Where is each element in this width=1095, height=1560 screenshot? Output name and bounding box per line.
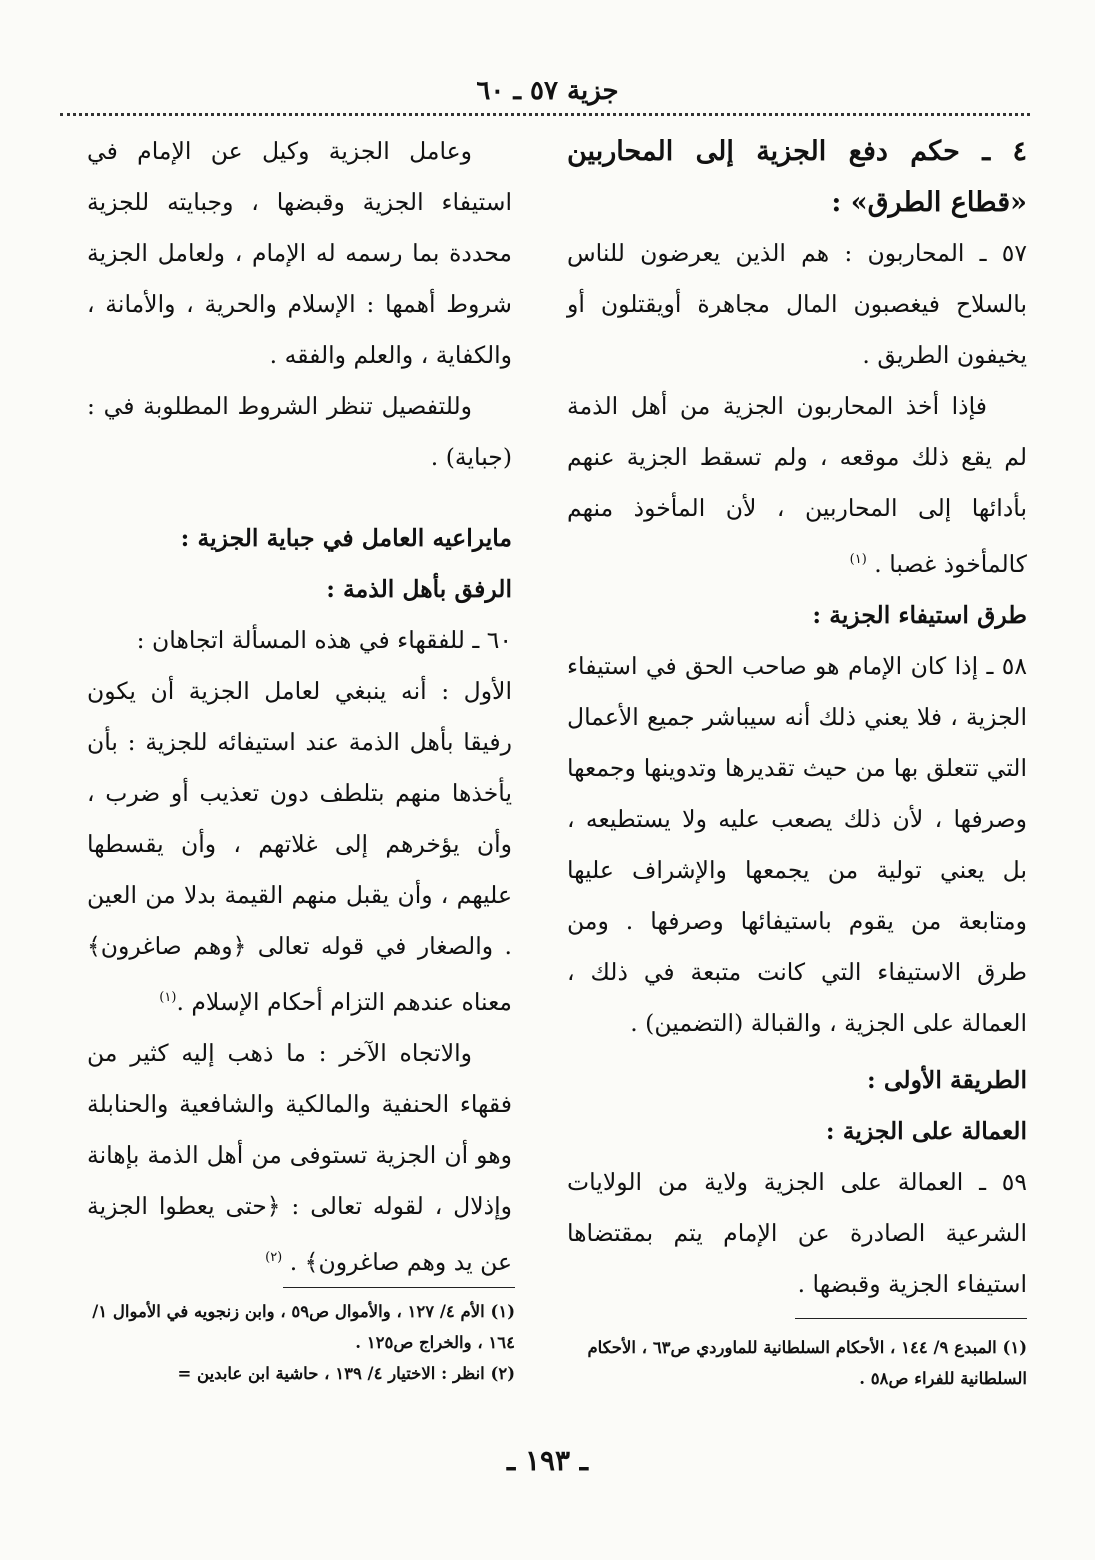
subheading-kindness: الرفق بأهل الذمة : xyxy=(326,575,512,603)
paragraph-60-first-view xyxy=(87,666,512,1028)
paragraph-60-second-view xyxy=(87,1028,512,1288)
footnotes-right xyxy=(567,1332,1027,1394)
left-column xyxy=(87,126,512,1288)
section-heading-4: ٤ ـ حكم دفع الجزية إلى المحاربين «قطاع الطرق» : xyxy=(567,136,1027,218)
footnote-ref: (١) xyxy=(849,552,867,567)
page-number: ـ ١٩٣ ـ xyxy=(506,1444,589,1477)
page-header: جزية ٥٧ ـ ٦٠ xyxy=(476,76,619,106)
footnote-divider-right xyxy=(795,1318,1027,1319)
footnote-ref: (٢) xyxy=(265,1249,283,1265)
paragraph-60: ٦٠ ـ للفقهاء في هذه المسألة اتجاهان : xyxy=(136,626,512,654)
footnotes-left xyxy=(85,1296,515,1389)
paragraph-agent: وعامل الجزية وكيل عن الإمام في استيفاء الجزية وقبضها ، وجبايته للجزية محددة بما رسمه له الإمام ، ولعامل الجزية شروط أهمها : الإسلام والحرية ، والأمانة ، والكفاية ، والعلم والفقه . xyxy=(87,137,512,369)
subheading-jizya-agency: العمالة على الجزية : xyxy=(825,1116,1027,1145)
paragraph-57: ٥٧ ـ المحاربون : هم الذين يعرضون للناس بالسلاح فيغصبون المال مجاهرة أويقتلون أو يخيفون الطريق . xyxy=(567,239,1027,369)
header-divider xyxy=(60,113,1030,116)
paragraph-detail: وللتفصيل تنظر الشروط المطلوبة في : (جباية) . xyxy=(87,392,512,471)
footnote-divider-left xyxy=(283,1287,515,1288)
footnote: (١) الأم ٤/ ١٢٧ ، والأموال ص٥٩ ، وابن زنجويه في الأموال ١/ ١٦٤ ، والخراج ص١٢٥ . xyxy=(92,1302,515,1352)
footnote-ref: (١) xyxy=(159,990,177,1005)
paragraph-58: ٥٨ ـ إذا كان الإمام هو صاحب الحق في استيفاء الجزية ، فلا يعني ذلك أنه سيباشر جميع الأعمال التي تتعلق بها من حيث تقديرها وتدوينها وجمعها وصرفها ، لأن ذلك يصعب عليه ولا يستطيعه ، بل يعني تولية من يجمعها والإشراف عليها ومتابعة من يقوم باستيفائها وصرفها . ومن طرق الاستيفاء التي كانت متبعة في ذلك ، العمالة على الجزية ، والقبالة (التضمين) . xyxy=(567,651,1028,1037)
subheading-first-method: الطريقة الأولى : xyxy=(866,1065,1027,1094)
section-heading-collection-methods: طرق استيفاء الجزية : xyxy=(812,600,1027,629)
paragraph-60-second-view-text: والاتجاه الآخر : ما ذهب إليه كثير من فقهاء الحنفية والمالكية والشافعية والحنابلة وهو أن الجزية تستوفى من أهل الذمة بإهانة وإذلال ، لقوله تعالى : ﴿حتى يعطوا الجزية عن يد وهم صاغرون﴾ . xyxy=(87,1038,512,1276)
spacer xyxy=(87,483,512,513)
paragraph-57-cont xyxy=(567,381,1027,590)
paragraph-57-cont-text: فإذا أخذ المحاربون الجزية من أهل الذمة لم يقع ذلك موقعه ، ولم تسقط الجزية عنهم بأدائها إلى المحاربين ، لأن المأخوذ منهم كالمأخوذ غصبا . xyxy=(567,392,1027,578)
footnote: (١) المبدع ٩/ ١٤٤ ، الأحكام السلطانية للماوردي ص٦٣ ، الأحكام السلطانية للفراء ص٥٨ . xyxy=(587,1338,1027,1388)
paragraph-59: ٥٩ ـ العمالة على الجزية ولاية من الولايات الشرعية الصادرة عن الإمام يتم بمقتضاها استيفاء الجزية وقبضها . xyxy=(567,1167,1027,1298)
subheading-agent-duties: مايراعيه العامل في جباية الجزية : xyxy=(180,524,512,552)
paragraph-60-first-view-text: الأول : أنه ينبغي لعامل الجزية أن يكون رفيقا بأهل الذمة عند استيفائه للجزية : بأن يأخذها منهم بتلطف دون تعذيب أو ضرب ، وأن يؤخرهم إلى غلاتهم ، وأن يقسطها عليهم ، وأن يقبل منهم القيمة بدلا من العين . والصغار في قوله تعالى ﴿وهم صاغرون﴾ معناه عندهم التزام أحكام الإسلام . xyxy=(87,677,512,1016)
right-column xyxy=(567,126,1027,1310)
footnote: (٢) انظر : الاختيار ٤/ ١٣٩ ، حاشية ابن عابدين = xyxy=(177,1364,515,1383)
